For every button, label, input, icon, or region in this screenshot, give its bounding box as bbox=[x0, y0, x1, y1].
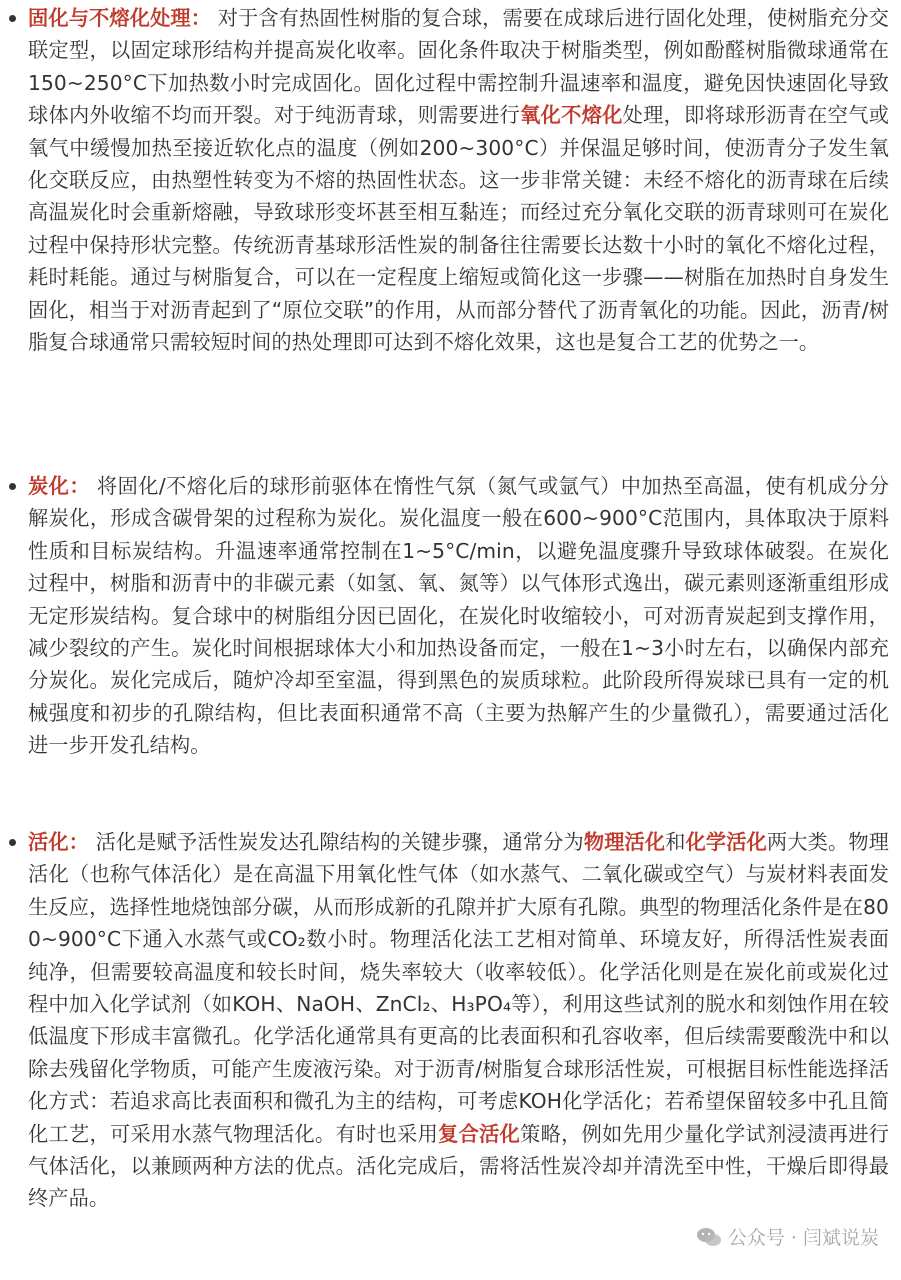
text-activation-1: 活化是赋予活性炭发达孔隙结构的关键步骤，通常分为 bbox=[95, 830, 584, 854]
text-activation-2: 和 bbox=[665, 830, 686, 854]
list-item-activation bbox=[0, 826, 901, 1215]
highlight-physical-activation: 物理活化 bbox=[583, 830, 666, 854]
bullet-icon bbox=[9, 15, 16, 22]
text-curing-2: 处理，即将球形沥青在空气或氧气中缓慢加热至接近软化点的温度（例如200~300°C）并保温足够时间，使沥青分子发生氧化交联反应，由热塑性转变为不熔的热固性状态。这一步非常关键：未经不熔化的沥青球在后续高温炭化时会重新熔融，导致球形变坏甚至相互黏连；而经过充分氧化交联的沥青球则可在炭化过程中保持形状完整。传统沥青基球形活性炭的制备往往需要长达数十小时的氧化不熔化过程，耗时耗能。通过与树脂复合，可以在一定程度上缩短或简化这一步骤——树脂在加热时自身发生固化，相当于对沥青起到了“原位交联”的作用，从而部分替代了沥青氧化的功能。因此，沥青/树脂复合球通常只需较短时间的热处理即可达到不熔化效果，这也是复合工艺的优势之一。 bbox=[28, 103, 889, 355]
highlight-composite-activation: 复合活化 bbox=[438, 1121, 521, 1146]
highlight-chemical-activation: 化学活化 bbox=[685, 830, 767, 854]
paragraph-carbonization bbox=[28, 470, 889, 762]
paragraph-curing bbox=[28, 2, 889, 358]
text-carbonization: 将固化/不熔化后的球形前驱体在惰性气氛（氮气或氩气）中加热至高温，使有机成分分解炭化，形成含碳骨架的过程称为炭化。炭化温度一般在600~900°C范围内，具体取决于原料性质和目标炭结构。升温速率通常控制在1~5°C/min，以避免温度骤升导致球体破裂。在炭化过程中，树脂和沥青中的非碳元素（如氢、氧、氮等）以气体形式逸出，碳元素则逐渐重组形成无定形炭结构。复合球中的树脂组分因已固化，在炭化时收缩较小，可对沥青炭起到支撑作用，减少裂纹的产生。炭化时间根据球体大小和加热设备而定，一般在1~3小时左右，以确保内部充分炭化。炭化完成后，随炉冷却至室温，得到黑色的炭质球粒。此阶段所得炭球已具有一定的机械强度和初步的孔隙结构，但比表面积通常不高（主要为热解产生的少量微孔），需要通过活化进一步开发孔结构。 bbox=[28, 474, 889, 758]
watermark-text: 公众号 · 闫斌说炭 bbox=[727, 1227, 879, 1249]
text-activation-4: 策略，例如先用少量化学试剂浸渍再进行气体活化，以兼顾两种方法的优点。活化完成后，需将活性炭冷却并清洗至中性，干燥后即得最终产品。 bbox=[28, 1121, 889, 1211]
heading-carbonization: 炭化： bbox=[28, 474, 90, 498]
wechat-icon bbox=[696, 1227, 722, 1247]
highlight-oxidation-stabilization: 氧化不熔化 bbox=[520, 103, 623, 128]
heading-curing: 固化与不熔化处理： bbox=[28, 6, 212, 30]
text-activation-3: 两大类。物理活化（也称气体活化）是在高温下用氧化性气体（如水蒸气、二氧化碳或空气）与炭材料表面发生反应，选择性地烧蚀部分碳，从而形成新的孔隙并扩大原有孔隙。典型的物理活化条件是在800~900°C下通入水蒸气或CO₂数小时。物理活化法工艺相对简单、环境友好，所得活性炭表面纯净，但需要较高温度和较长时间，烧失率较大（收率较低）。化学活化则是在炭化前或炭化过程中加入化学试剂（如KOH、NaOH、ZnCl₂、H₃PO₄等），利用这些试剂的脱水和刻蚀作用在较低温度下形成丰富微孔。化学活化通常具有更高的比表面积和孔容收率，但后续需要酸洗中和以除去残留化学物质，可能产生废液污染。对于沥青/树脂复合球形活性炭，可根据目标性能选择活化方式：若追求高比表面积和微孔为主的结构，可考虑KOH化学活化；若希望保留较多中孔且简化工艺，可采用水蒸气物理活化。有时也采用 bbox=[28, 830, 889, 1146]
heading-activation: 活化： bbox=[28, 830, 90, 854]
list-item-carbonization bbox=[0, 470, 901, 762]
bullet-icon bbox=[9, 839, 16, 846]
paragraph-activation bbox=[28, 826, 889, 1215]
watermark bbox=[696, 1223, 879, 1250]
list-item-curing bbox=[0, 2, 901, 358]
bullet-icon bbox=[9, 483, 16, 490]
text-curing-1: 对于含有热固性树脂的复合球，需要在成球后进行固化处理，使树脂充分交联定型，以固定球形结构并提高炭化收率。固化条件取决于树脂类型，例如酚醛树脂微球通常在150~250°C下加热数小时完成固化。固化过程中需控制升温速率和温度，避免因快速固化导致球体内外收缩不均而开裂。对于纯沥青球，则需要进行 bbox=[28, 6, 889, 128]
